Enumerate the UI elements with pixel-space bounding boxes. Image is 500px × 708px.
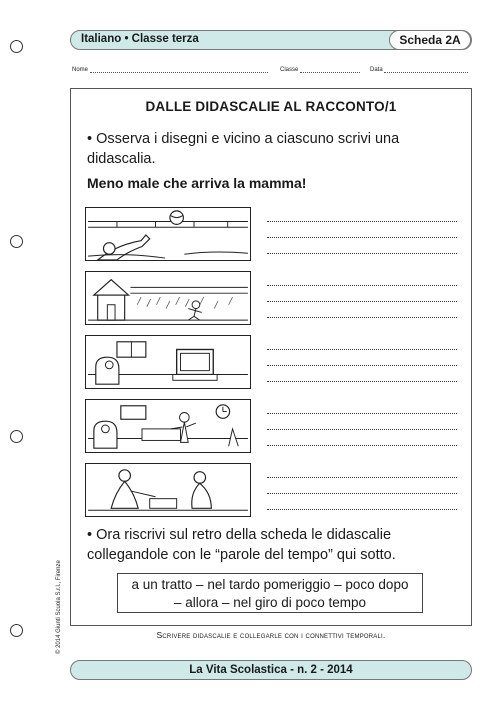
binder-hole-3 <box>10 430 23 443</box>
name-field[interactable] <box>72 66 268 73</box>
date-label: Data <box>370 67 383 73</box>
worksheet-box <box>70 88 472 626</box>
caption-line[interactable] <box>267 285 457 286</box>
sheet-label: Scheda 2A <box>389 30 471 50</box>
caption-line[interactable] <box>267 477 457 478</box>
caption-line[interactable] <box>267 381 457 382</box>
caption-line[interactable] <box>267 509 457 510</box>
picture-1-ball-wall <box>85 207 251 261</box>
caption-line[interactable] <box>267 253 457 254</box>
header-bar <box>70 30 472 50</box>
date-field[interactable] <box>370 66 468 73</box>
instruction-1: • Osserva i disegni e vicino a ciascuno scrivi una didascalia. <box>87 131 400 167</box>
caption-line[interactable] <box>267 365 457 366</box>
copyright-text: © 2014 Giunti Scuola S.r.l., Firenze <box>56 560 62 654</box>
caption-line[interactable] <box>267 349 457 350</box>
picture-3-tv-room <box>85 335 251 389</box>
caption-line[interactable] <box>267 429 457 430</box>
worksheet-title: DALLE DIDASCALIE AL RACCONTO/1 <box>145 99 397 114</box>
instruction-2: • Ora riscrivi sul retro della scheda le didascalie collegandole con le “parole del tempo” qui sotto. <box>87 527 396 563</box>
time-words-box <box>117 573 423 613</box>
binder-hole-1 <box>10 40 23 53</box>
binder-hole-2 <box>10 235 23 248</box>
caption-line[interactable] <box>267 445 457 446</box>
header-subject: Italiano • Classe terza <box>81 33 199 45</box>
name-label: Nome <box>72 67 89 73</box>
caption-line[interactable] <box>267 301 457 302</box>
name-dots <box>90 66 268 73</box>
caption-line[interactable] <box>267 493 457 494</box>
binder-hole-4 <box>10 624 23 637</box>
date-dots <box>384 66 468 73</box>
picture-4-mother-arrives <box>85 399 251 453</box>
class-label: Classe <box>280 67 299 73</box>
teacher-note: Scrivere didascalie e collegarle con i connettivi temporali. <box>156 630 386 640</box>
time-words-line-2: – allora – nel giro di poco tempo <box>173 595 367 610</box>
caption-line[interactable] <box>267 413 457 414</box>
caption-line[interactable] <box>267 221 457 222</box>
story-title: Meno male che arriva la mamma! <box>87 175 307 191</box>
time-words-line-1: a un tratto – nel tardo pomeriggio – poco dopo <box>131 577 409 592</box>
class-field[interactable] <box>280 66 360 73</box>
caption-line[interactable] <box>267 317 457 318</box>
caption-line[interactable] <box>267 237 457 238</box>
picture-2-house-rain <box>85 271 251 325</box>
picture-5-board-game <box>85 463 251 517</box>
footer-bar: La Vita Scolastica - n. 2 - 2014 <box>70 660 472 680</box>
class-dots <box>300 66 360 73</box>
